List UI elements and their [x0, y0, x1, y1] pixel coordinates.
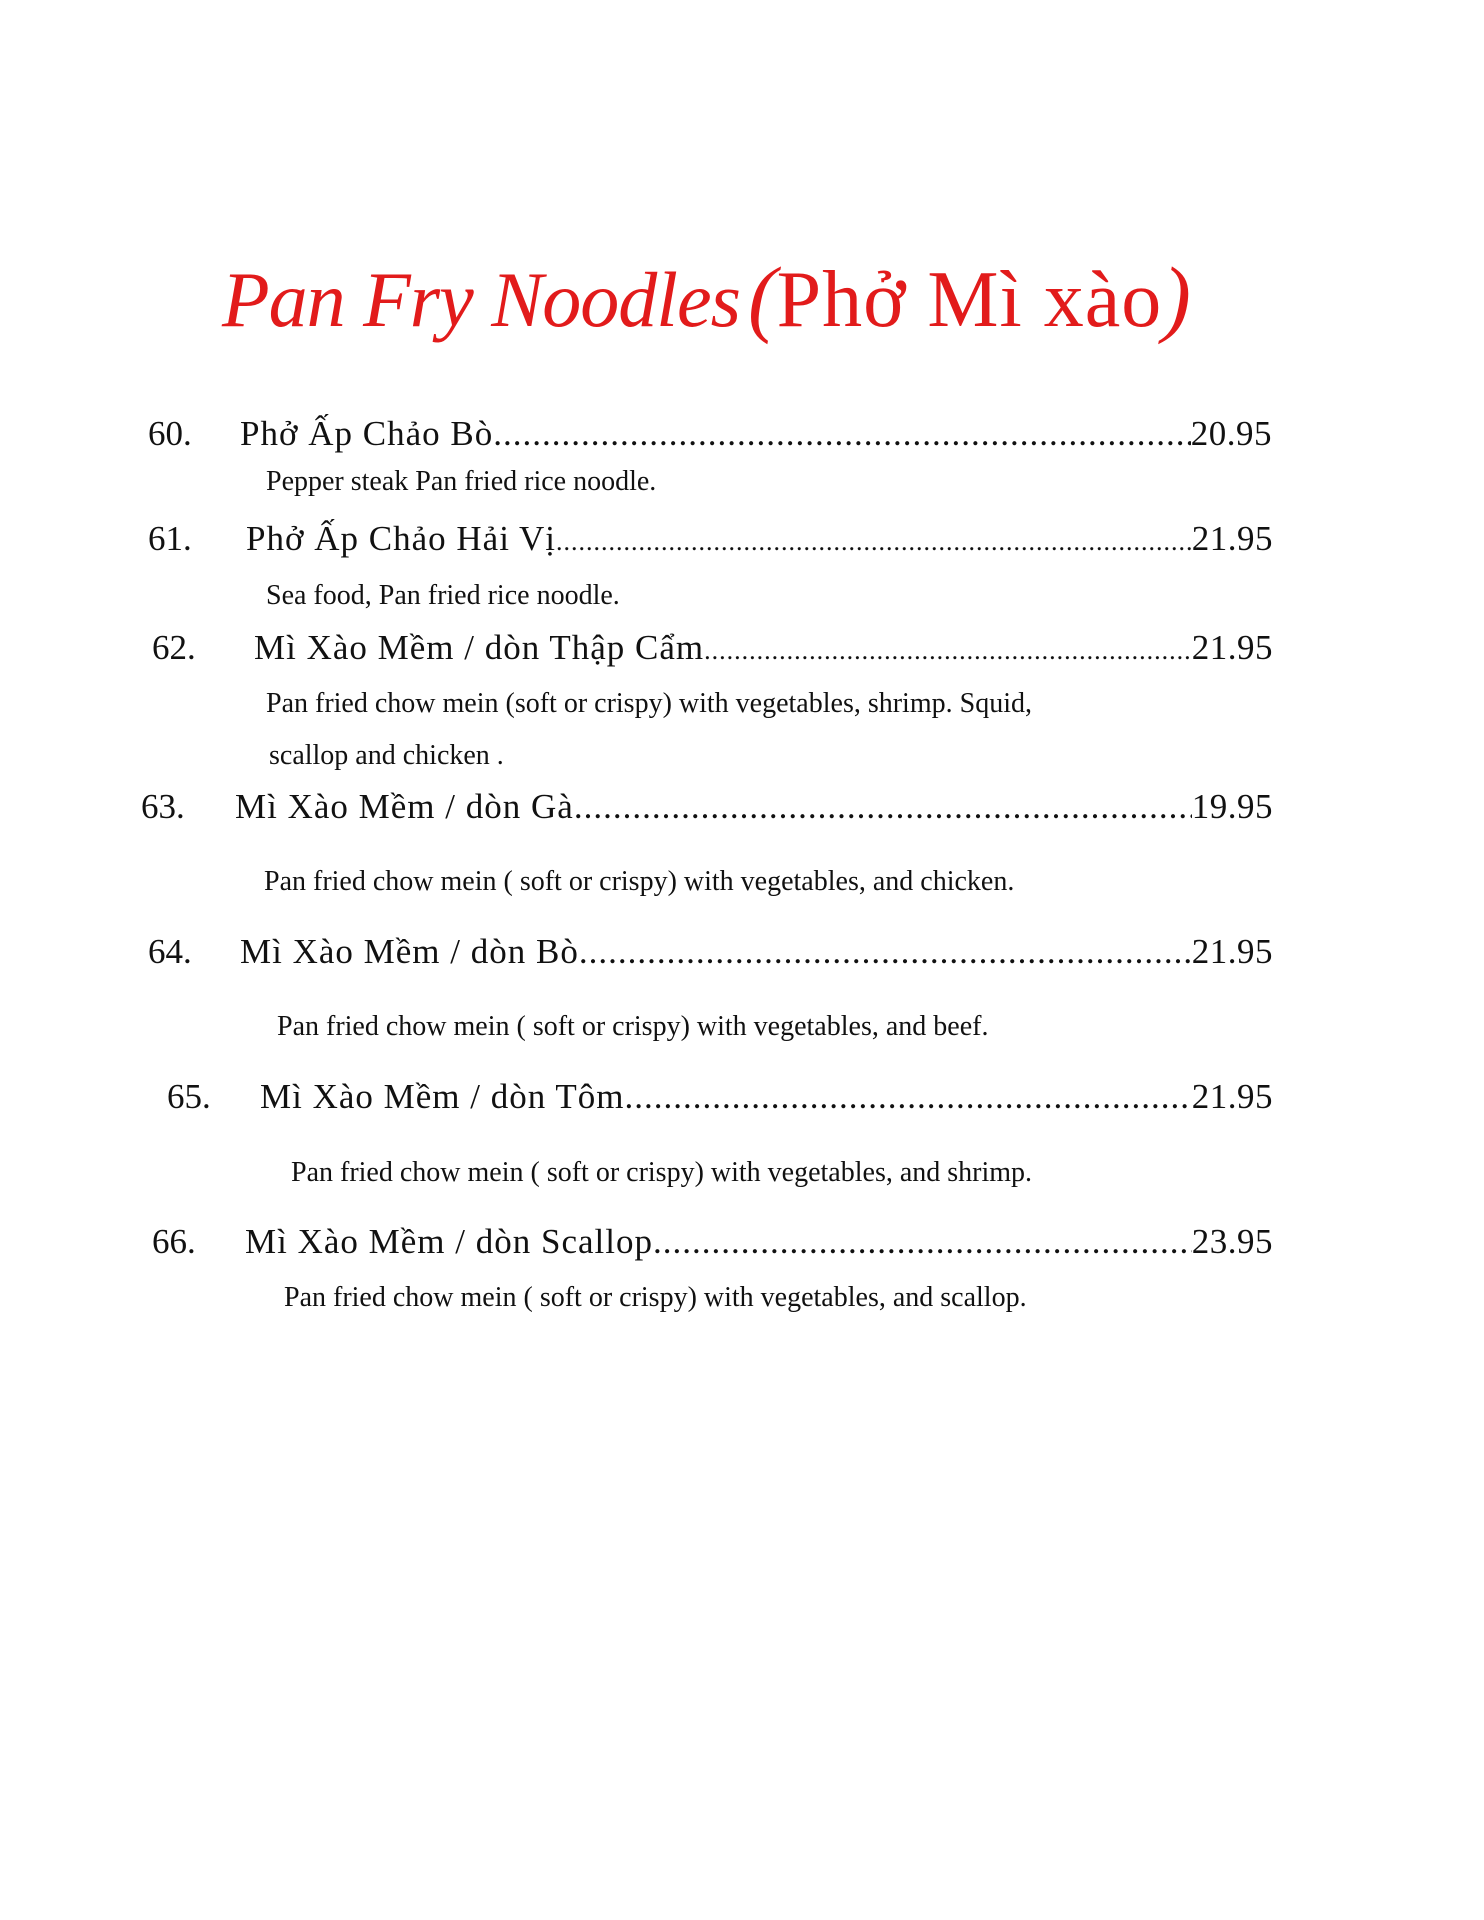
item-number: 66.	[152, 1222, 196, 1261]
item-name: Mì Xào Mềm / dòn Thập Cẩm	[254, 628, 705, 667]
dot-leader	[653, 1220, 1192, 1264]
item-price: 20.95	[1190, 414, 1272, 453]
item-number: 65.	[167, 1077, 211, 1116]
item-price: 23.95	[1191, 1222, 1273, 1261]
item-description: Pan fried chow mein ( soft or crispy) with vegetables, and chicken.	[264, 866, 1015, 897]
item-description: Pan fried chow mein ( soft or crispy) with vegetables, and beef.	[277, 1011, 989, 1042]
item-description: Pepper steak Pan fried rice noodle.	[266, 466, 657, 497]
item-name: Mì Xào Mềm / dòn Tôm	[260, 1077, 625, 1116]
dot-leader	[556, 520, 1192, 564]
menu-section-title	[222, 249, 1191, 364]
item-number: 63.	[141, 787, 185, 826]
item-name: Phở Ấp Chảo Hải Vị	[246, 519, 557, 558]
title-open-paren: (	[747, 249, 777, 345]
item-number: 61.	[148, 519, 192, 558]
menu-item-line	[152, 626, 1273, 670]
dot-leader	[493, 412, 1191, 456]
item-number: 64.	[148, 932, 192, 971]
title-english: Pan Fry Noodles	[222, 256, 740, 343]
item-description: Pan fried chow mein ( soft or crispy) with vegetables, and shrimp.	[291, 1157, 1033, 1188]
item-description: Pan fried chow mein (soft or crispy) with vegetables, shrimp. Squid,	[266, 688, 1032, 719]
menu-item-line	[141, 785, 1273, 829]
item-number: 62.	[152, 628, 196, 667]
item-price: 19.95	[1191, 787, 1273, 826]
item-name: Mì Xào Mềm / dòn Gà	[235, 787, 574, 826]
menu-item-line	[152, 1220, 1273, 1264]
item-name: Phở Ấp Chảo Bò	[240, 414, 494, 453]
item-number: 60.	[148, 414, 192, 453]
dot-leader	[624, 1075, 1191, 1119]
item-description: Pan fried chow mein ( soft or crispy) with vegetables, and scallop.	[284, 1282, 1027, 1313]
menu-item-line	[167, 1075, 1273, 1119]
title-vietnamese: Phở Mì xào	[776, 256, 1163, 344]
item-name: Mì Xào Mềm / dòn Scallop	[245, 1222, 653, 1261]
menu-item-line	[148, 412, 1272, 456]
item-price: 21.95	[1191, 628, 1273, 667]
menu-item-line	[148, 517, 1273, 561]
item-price: 21.95	[1191, 519, 1273, 558]
item-price: 21.95	[1191, 932, 1273, 971]
menu-item-line	[148, 930, 1273, 974]
dot-leader	[574, 785, 1192, 829]
title-close-paren: )	[1162, 249, 1191, 345]
item-price: 21.95	[1191, 1077, 1273, 1116]
dot-leader	[579, 930, 1192, 974]
item-name: Mì Xào Mềm / dòn Bò	[240, 932, 579, 971]
dot-leader	[704, 629, 1192, 673]
item-description-continued: scallop and chicken .	[269, 740, 504, 771]
item-description: Sea food, Pan fried rice noodle.	[266, 580, 620, 611]
